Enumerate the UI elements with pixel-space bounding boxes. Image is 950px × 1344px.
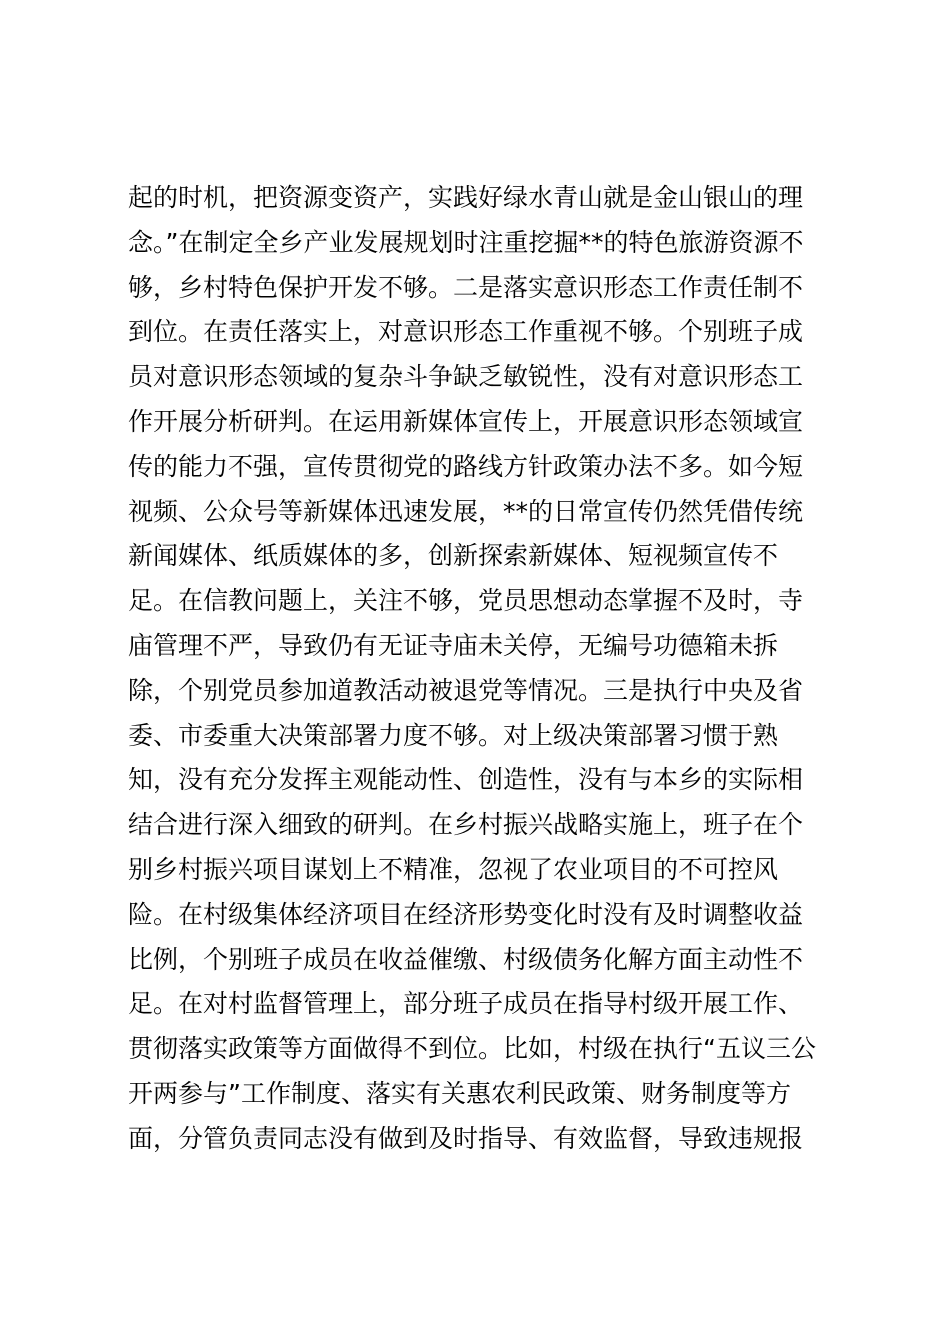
text-line: 念。”在制定全乡产业发展规划时注重挖掘**的特色旅游资源不 — [128, 227, 804, 257]
text-line: 贯彻落实政策等方面做得不到位。比如，村级在执行“五议三公 — [128, 1034, 816, 1064]
text-line: 庙管理不严，导致仍有无证寺庙未关停，无编号功德箱未拆 — [128, 630, 779, 660]
text-line: 传的能力不强，宣传贯彻党的路线方针政策办法不多。如今短 — [128, 451, 804, 481]
text-line: 足。在对村监督管理上，部分班子成员在指导村级开展工作、 — [128, 989, 804, 1019]
text-line: 委、市委重大决策部署力度不够。对上级决策部署习惯于熟 — [128, 720, 779, 750]
text-line: 视频、公众号等新媒体迅速发展，**的日常宣传仍然凭借传统 — [128, 496, 804, 526]
text-line: 员对意识形态领域的复杂斗争缺乏敏锐性，没有对意识形态工 — [128, 362, 804, 392]
text-line: 足。在信教问题上，关注不够，党员思想动态掌握不及时，寺 — [128, 586, 804, 616]
text-line: 够，乡村特色保护开发不够。二是落实意识形态工作责任制不 — [128, 272, 804, 302]
text-line: 除，个别党员参加道教活动被退党等情况。三是执行中央及省 — [128, 675, 804, 705]
text-line: 别乡村振兴项目谋划上不精准，忽视了农业项目的不可控风 — [128, 854, 779, 884]
text-line: 到位。在责任落实上，对意识形态工作重视不够。个别班子成 — [128, 317, 804, 347]
text-line: 开两参与”工作制度、落实有关惠农利民政策、财务制度等方 — [128, 1078, 791, 1108]
text-line: 比例，个别班子成员在收益催缴、村级债务化解方面主动性不 — [128, 944, 804, 974]
text-line: 作开展分析研判。在运用新媒体宣传上，开展意识形态领域宣 — [128, 406, 804, 436]
body-text — [128, 176, 828, 1162]
text-line: 知，没有充分发挥主观能动性、创造性，没有与本乡的实际相 — [128, 765, 804, 795]
text-line: 险。在村级集体经济项目在经济形势变化时没有及时调整收益 — [128, 899, 804, 929]
text-line: 新闻媒体、纸质媒体的多，创新探索新媒体、短视频宣传不 — [128, 541, 779, 571]
text-line: 起的时机，把资源变资产，实践好绿水青山就是金山银山的理 — [128, 183, 804, 212]
text-line: 结合进行深入细致的研判。在乡村振兴战略实施上，班子在个 — [128, 810, 804, 840]
text-line: 面，分管负责同志没有做到及时指导、有效监督，导致违规报 — [128, 1123, 804, 1153]
